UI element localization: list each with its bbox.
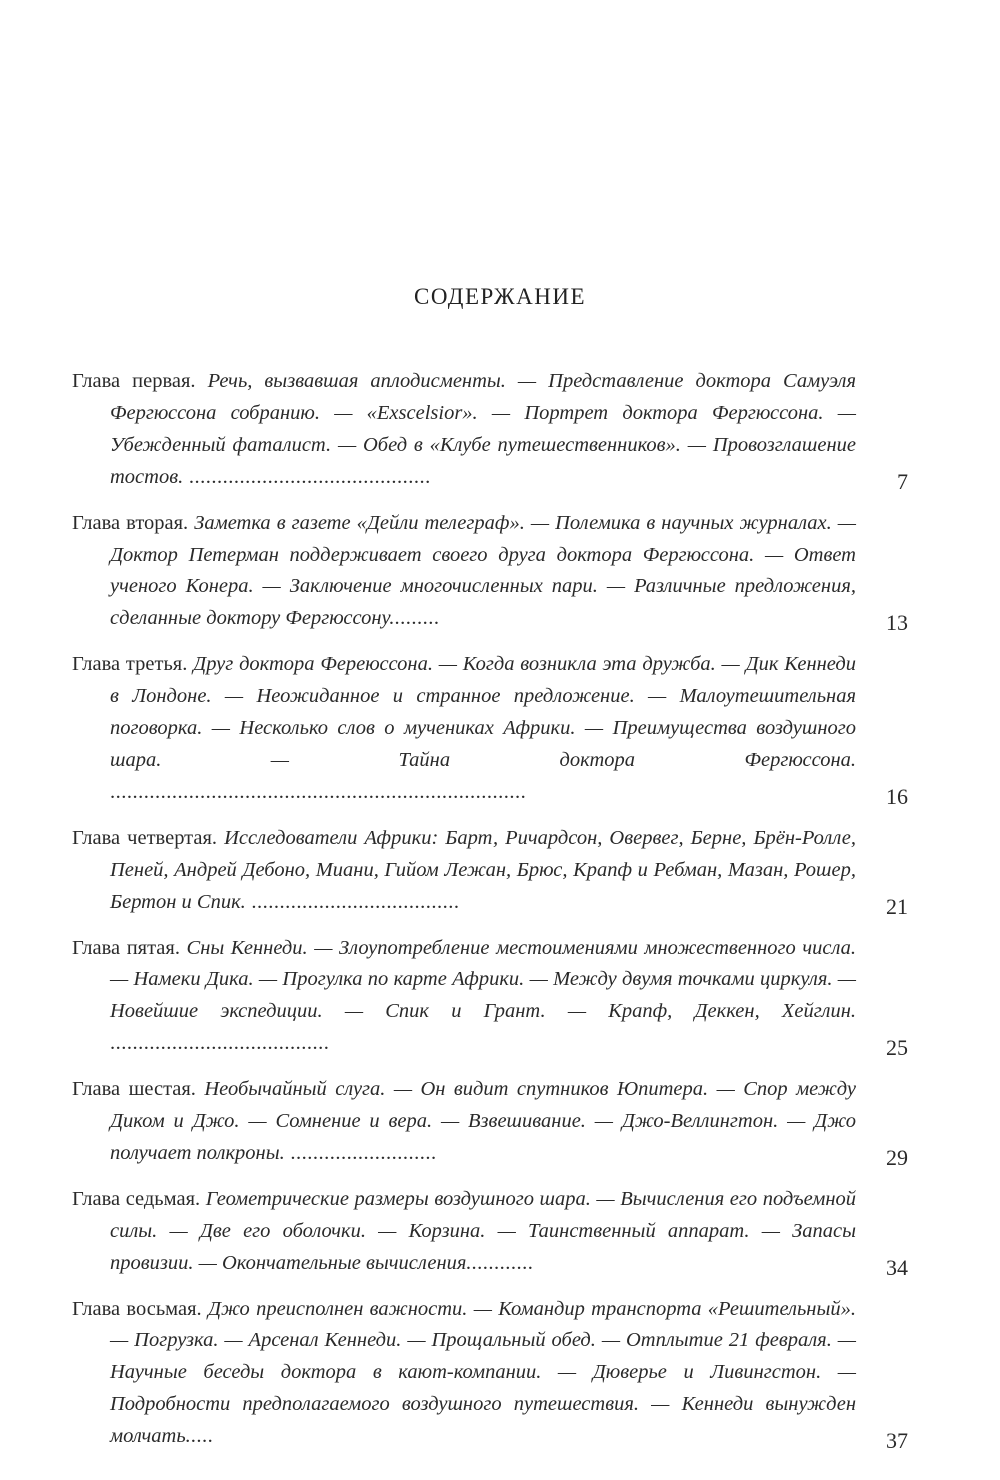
chapter-label: Глава седьмая. xyxy=(72,1187,201,1210)
toc-entry-text xyxy=(72,508,856,636)
toc-entry-text xyxy=(72,1294,856,1454)
dot-leader: ........ xyxy=(394,607,440,630)
chapter-label: Глава первая. xyxy=(72,370,196,392)
toc-entry[interactable] xyxy=(72,508,908,636)
chapter-label: Глава пятая. xyxy=(72,936,180,959)
page-number: 21 xyxy=(886,893,908,919)
table-of-contents xyxy=(72,366,908,1453)
page-title: СОДЕРЖАНИЕ xyxy=(413,284,586,309)
page-number: 34 xyxy=(886,1254,908,1280)
chapter-description: Необычайный слуга. — Он видит спутников Юпитера. — Спор между Диком и Джо. — Сомнение и вера. — Взвешивание. — Джо-Веллингтон. — Джо получает полкроны. xyxy=(110,1078,857,1164)
chapter-description: Исследователи Африки: Барт, Ричардсон, Овервег, Берне, Брён-Ролле, Пеней, Андрей Дебоно, Миани, Гийом Лежан, Брюс, Крапф и Ребман, Мазан, Рошер, Бертон и Спик. xyxy=(110,826,857,913)
chapter-label: Глава восьмая. xyxy=(72,1297,202,1320)
page-number: 13 xyxy=(886,610,908,636)
toc-entry[interactable] xyxy=(72,933,908,1061)
dot-leader: .......................................................................... xyxy=(110,780,527,803)
page-number: 16 xyxy=(886,783,908,809)
toc-entry-text xyxy=(72,823,856,919)
toc-entry[interactable] xyxy=(72,823,908,919)
page-number: 29 xyxy=(886,1144,908,1170)
toc-entry[interactable] xyxy=(72,1184,908,1280)
dot-leader: .......................... xyxy=(284,1141,437,1164)
toc-entry[interactable] xyxy=(72,1294,908,1454)
dot-leader: ........................................... xyxy=(183,465,431,488)
toc-entry-text xyxy=(72,649,856,809)
dot-leader: .... xyxy=(190,1425,214,1448)
dot-leader: ....................................... xyxy=(110,1032,330,1055)
chapter-label: Глава третья. xyxy=(72,653,188,676)
toc-entry[interactable] xyxy=(72,649,908,809)
chapter-description: Речь, вызвавшая аплодисменты. — Представление доктора Самуэля Фергюссона собранию. — «Exscelsior». — Портрет доктора Фергюссона. — Убежденный фаталист. — Обед в «Клубе путешественников». — Провозглашение тостов. xyxy=(110,370,857,488)
page-number: 37 xyxy=(886,1428,908,1454)
chapter-label: Глава вторая. xyxy=(72,511,189,534)
chapter-description: Джо преисполнен важности. — Командир транспорта «Решительный». — Погрузка. — Арсенал Кеннеди. — Прощальный обед. — Отплытие 21 февраля. — Научные беседы доктора в кают-компании. — Дюверье и Ливингстон. — Подробности предполагаемого воздушного путешествия. — Кеннеди вынужден молчать. xyxy=(110,1297,856,1448)
toc-entry-text xyxy=(72,366,856,494)
dot-leader: ........... xyxy=(471,1251,534,1274)
dot-leader: ..................................... xyxy=(245,890,460,913)
chapter-description: Друг доктора Фереюссона. — Когда возникла эта дружба. — Дик Кеннеди в Лондоне. — Неожиданное и странное предложение. — Малоутешительная поговорка. — Несколько слов о мучениках Африки. — Преимущества воздушного шара. — Тайна доктора Фергюссона. xyxy=(110,653,856,771)
toc-entry-text xyxy=(72,1184,856,1280)
chapter-label: Глава шестая. xyxy=(72,1078,196,1101)
toc-entry-text xyxy=(72,933,856,1061)
page-number: 7 xyxy=(897,468,908,494)
chapter-description: Геометрические размеры воздушного шара. — Вычисления его подъемной силы. — Две его оболочки. — Корзина. — Таинственный аппарат. — Запасы провизии. — Окончательные вычисления. xyxy=(110,1187,856,1274)
chapter-description: Заметка в газете «Дейли телеграф». — Полемика в научных журналах. — Доктор Петерман поддерживает своего друга доктора Фергюссона. — Ответ ученого Конера. — Заключение многочисленных пари. — Различные предложения, сделанные доктору Фергюссону. xyxy=(110,511,856,630)
toc-entry[interactable] xyxy=(72,366,908,494)
chapter-label: Глава четвертая. xyxy=(72,826,218,849)
toc-entry[interactable] xyxy=(72,1074,908,1170)
toc-entry-text xyxy=(72,1074,856,1170)
page-number: 25 xyxy=(886,1035,908,1061)
chapter-description: Сны Кеннеди. — Злоупотребление местоимениями множественного числа. — Намеки Дика. — Прогулка по карте Африки. — Между двумя точками циркуля. — Новейшие экспедиции. — Спик и Грант. — Крапф, Деккен, Хейглин. xyxy=(110,936,857,1023)
